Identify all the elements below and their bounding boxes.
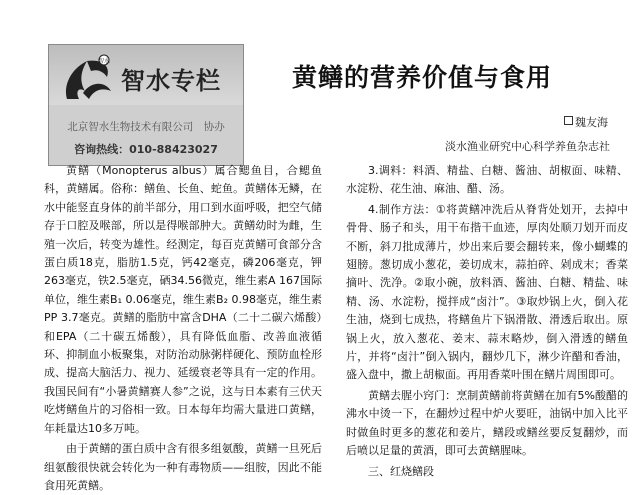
paragraph: 黄鳝（Monopterus albus）属合鳃鱼目，合鳃鱼科，黄鳝属。俗称：鳝鱼、长鱼、蛇鱼。黄鳝体无鳞，在水中能竖直身体的前半部分，用口到水面呼吸，把空气储存于口腔及喉部，所以是得喉部肿大。黄鳝幼时为雌，生殖一次后，转变为雄性。经测定，每百克黄鳝可食部分含蛋白质18克，脂肪1.5克，钙42毫克，磷206毫克，钾263毫克，铁2.5毫克，硒34.56微克，维生素A 167国际单位，维生素B₁ 0.06毫克，维生素B₂ 0.98毫克，维生素PP 3.7毫克。黄鳝的脂肪中富含DHA（二十二碳六烯酸）和EPA（二十碳五烯酸），具有降低血脂、改善血液循环、抑制血小板聚集，对防治动脉粥样硬化、预防血栓形成、提高大脑活力、视力、延缓衰老等具有一定的作用。我国民间有“小暑黄鳝赛人参”之说，这与日本素有三伏天吃烤鳝鱼片的习俗相一致。日本每年均需大量进口黄鳝，年耗量达10多万吨。 — [44, 164, 322, 435]
author-box-icon — [564, 116, 573, 125]
paragraph: 4.制作方法：①将黄鳝冲洗后从脊背处划开，去掉中骨骨、肠子和头，用干布揩干血迹，厚肉处顺刀划开而皮不断，斜刀批成薄片，炒出来后要会翻转来，像小蝴蝶的翅膀。葱切成小葱花，姜切成末，蒜拍碎、剁成末；香菜摘叶、洗净。②取小碗，放料酒、酱油、白糖、精盐、味精、汤、水淀粉，搅拌成“卤汁”。③取炒锅上火，倒入花生油，烧到七成热，将鳝鱼片下锅滑散、滑透后取出。原锅上火，放入葱花、姜末、蒜末略炒，倒入滑透的鳝鱼片，并将“卤汁”倒入锅内，翻炒几下，淋少许醋和香油，盛入盘中，撒上胡椒面。再用香菜叶围在鳝片周围即可。 — [346, 202, 628, 382]
right-column — [346, 162, 628, 481]
article-title: 黄鳝的营养价值与食用 — [292, 63, 553, 92]
svg-text:智水: 智水 — [97, 58, 111, 65]
left-column — [44, 162, 322, 495]
zhishui-logo-icon — [57, 51, 115, 105]
paragraph: 黄鳝去腥小窍门：烹制黄鳝前将黄鳝在加有5%酸醋的沸水中烫一下，在翻炒过程中炉火要旺，油锅中加入比平时做鱼时更多的葱花和姜片，鳝段或鳝丝要反复翻炒，而后喷以足量的黄酒，即可去黄鳝腥味。 — [346, 388, 628, 458]
section-heading: 三、红烧鳝段 — [368, 464, 434, 478]
hotline: 咨询热线：010-88423027 — [74, 143, 218, 156]
column-name: 智水专栏 — [121, 66, 221, 95]
author-name: 魏友海 — [575, 116, 608, 129]
paragraph: 3.调料：料酒、精盐、白糖、酱油、胡椒面、味精、水淀粉、花生油、麻油、醋、汤。 — [346, 164, 628, 196]
sponsor-line: 北京智水生物技术有限公司 协办 — [67, 121, 225, 133]
author-affiliation: 淡水渔业研究中心科学养鱼杂志社 — [445, 140, 610, 153]
author-line — [0, 114, 608, 130]
paragraph: 由于黄鳝的蛋白质中含有很多组氨酸，黄鳝一旦死后组氨酸很快就会转化为一种有毒物质——组胺，因此不能食用死黄鳝。 — [44, 442, 322, 492]
